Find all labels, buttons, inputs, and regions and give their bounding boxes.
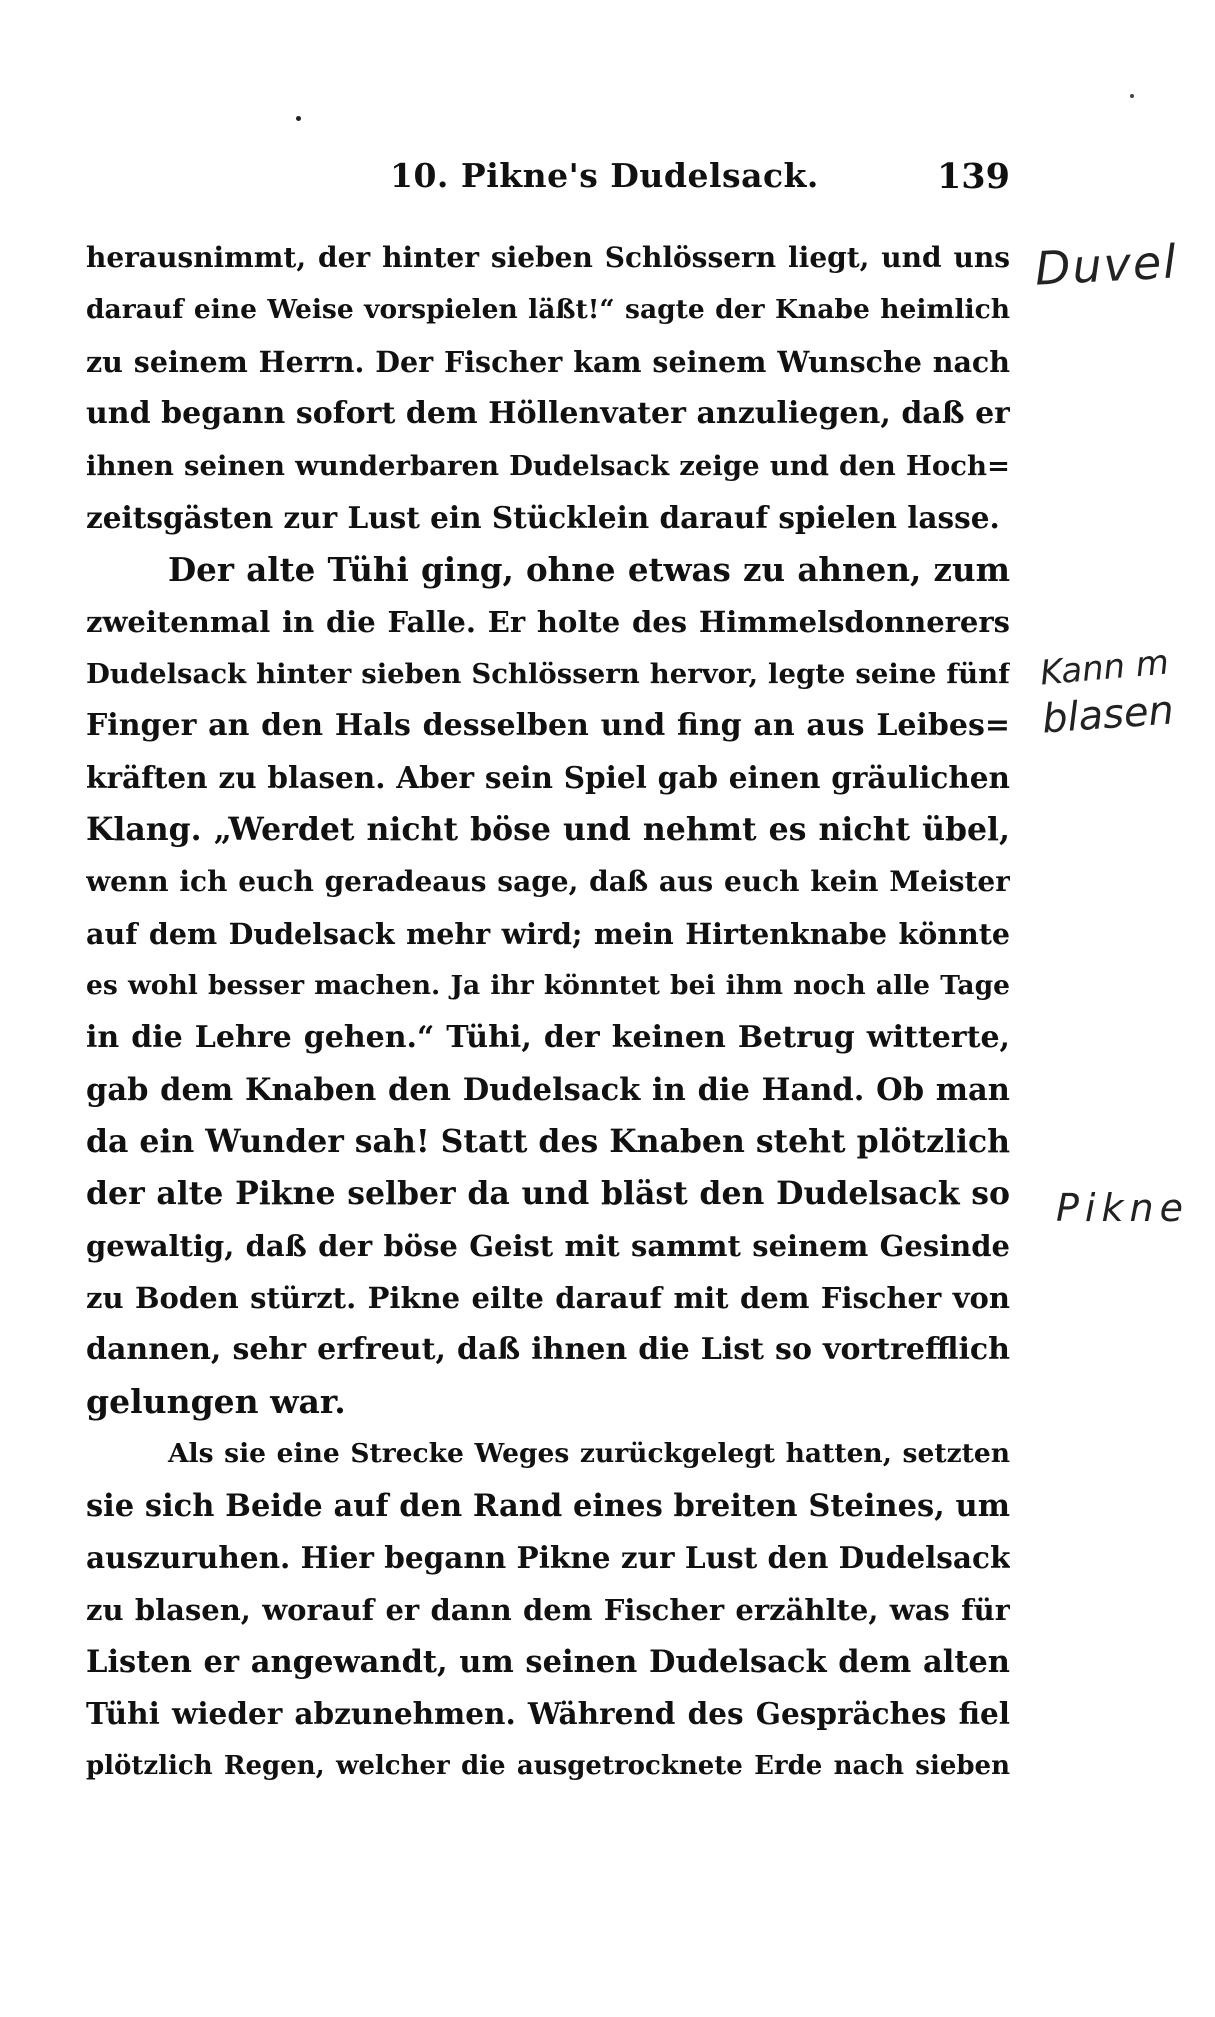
text-line: kräften zu blasen. Aber sein Spiel gab einen gräulichen [86, 760, 1010, 795]
handwritten-margin-note: Pikne [1056, 1186, 1189, 1230]
chapter-title: 10. Pikne's Dudelsack. [390, 156, 819, 195]
text-line: auszuruhen. Hier begann Pikne zur Lust den Dudelsack [86, 1540, 1010, 1575]
text-line: Als sie eine Strecke Weges zurückgelegt hatten, setzten [168, 1438, 1010, 1469]
text-line: auf dem Dudelsack mehr wird; mein Hirtenknabe könnte [86, 917, 1010, 951]
text-line: plötzlich Regen, welcher die ausgetrocknete Erde nach sieben [86, 1751, 1010, 1781]
text-line: gelungen war. [86, 1382, 346, 1421]
text-line: wenn ich euch geradeaus sage, daß aus euch kein Meister [86, 865, 1010, 898]
running-header [86, 156, 1010, 206]
text-line: zu seinem Herrn. Der Fischer kam seinem Wunsche nach [86, 345, 1010, 379]
handwritten-margin-note: Kann m [1038, 642, 1171, 694]
text-line: darauf eine Weise vorspielen läßt!“ sagte der Knabe heimlich [86, 294, 1010, 325]
text-line: dannen, sehr erfreut, daß ihnen die List so vortrefflich [86, 1332, 1010, 1367]
handwritten-margin-note: blasen [1040, 687, 1176, 743]
text-line: in die Lehre gehen.“ Tühi, der keinen Betrug witterte, [86, 1020, 1010, 1055]
text-line: ihnen seinen wunderbaren Dudelsack zeige und den Hoch= [86, 450, 1010, 482]
text-line: Finger an den Hals desselben und fing an aus Leibes= [86, 708, 1010, 743]
text-line: Listen er angewandt, um seinen Dudelsack dem alten [86, 1644, 1010, 1680]
text-line: Tühi wieder abzunehmen. Während des Gespräches fiel [86, 1696, 1010, 1731]
text-line: da ein Wunder sah! Statt des Knaben steht plötzlich [86, 1123, 1010, 1160]
text-line: sie sich Beide auf den Rand eines breiten Steines, um [86, 1488, 1010, 1524]
text-line: der alte Pikne selber da und bläst den Dudelsack so [86, 1175, 1010, 1212]
text-line: und begann sofort dem Höllenvater anzuliegen, daß er [86, 396, 1010, 431]
text-line: es wohl besser machen. Ja ihr könntet bei ihm noch alle Tage [86, 970, 1010, 1001]
text-line: herausnimmt, der hinter sieben Schlössern liegt, und uns [86, 241, 1010, 274]
page-number: 139 [936, 156, 1010, 197]
handwritten-margin-note: Duvel [1033, 234, 1180, 296]
text-line: zu blasen, worauf er dann dem Fischer erzählte, was für [86, 1593, 1010, 1627]
text-line: gewaltig, daß der böse Geist mit sammt seinem Gesinde [86, 1229, 1010, 1263]
text-line: zweitenmal in die Falle. Er holte des Himmelsdonnerers [86, 605, 1010, 639]
stray-ink-mark [296, 116, 301, 121]
stray-ink-mark [1130, 94, 1134, 98]
text-line: zeitsgästen zur Lust ein Stücklein darauf spielen lasse. [86, 500, 1000, 535]
text-line: zu Boden stürzt. Pikne eilte darauf mit dem Fischer von [86, 1281, 1010, 1315]
text-line: gab dem Knaben den Dudelsack in die Hand. Ob man [86, 1072, 1010, 1108]
text-line: Dudelsack hinter sieben Schlössern hervor, legte seine fünf [86, 658, 1010, 690]
body-text [86, 232, 1010, 1792]
text-line: Klang. „Werdet nicht böse und nehmt es nicht übel, [86, 811, 1010, 848]
text-line: Der alte Tühi ging, ohne etwas zu ahnen, zum [168, 550, 1010, 589]
